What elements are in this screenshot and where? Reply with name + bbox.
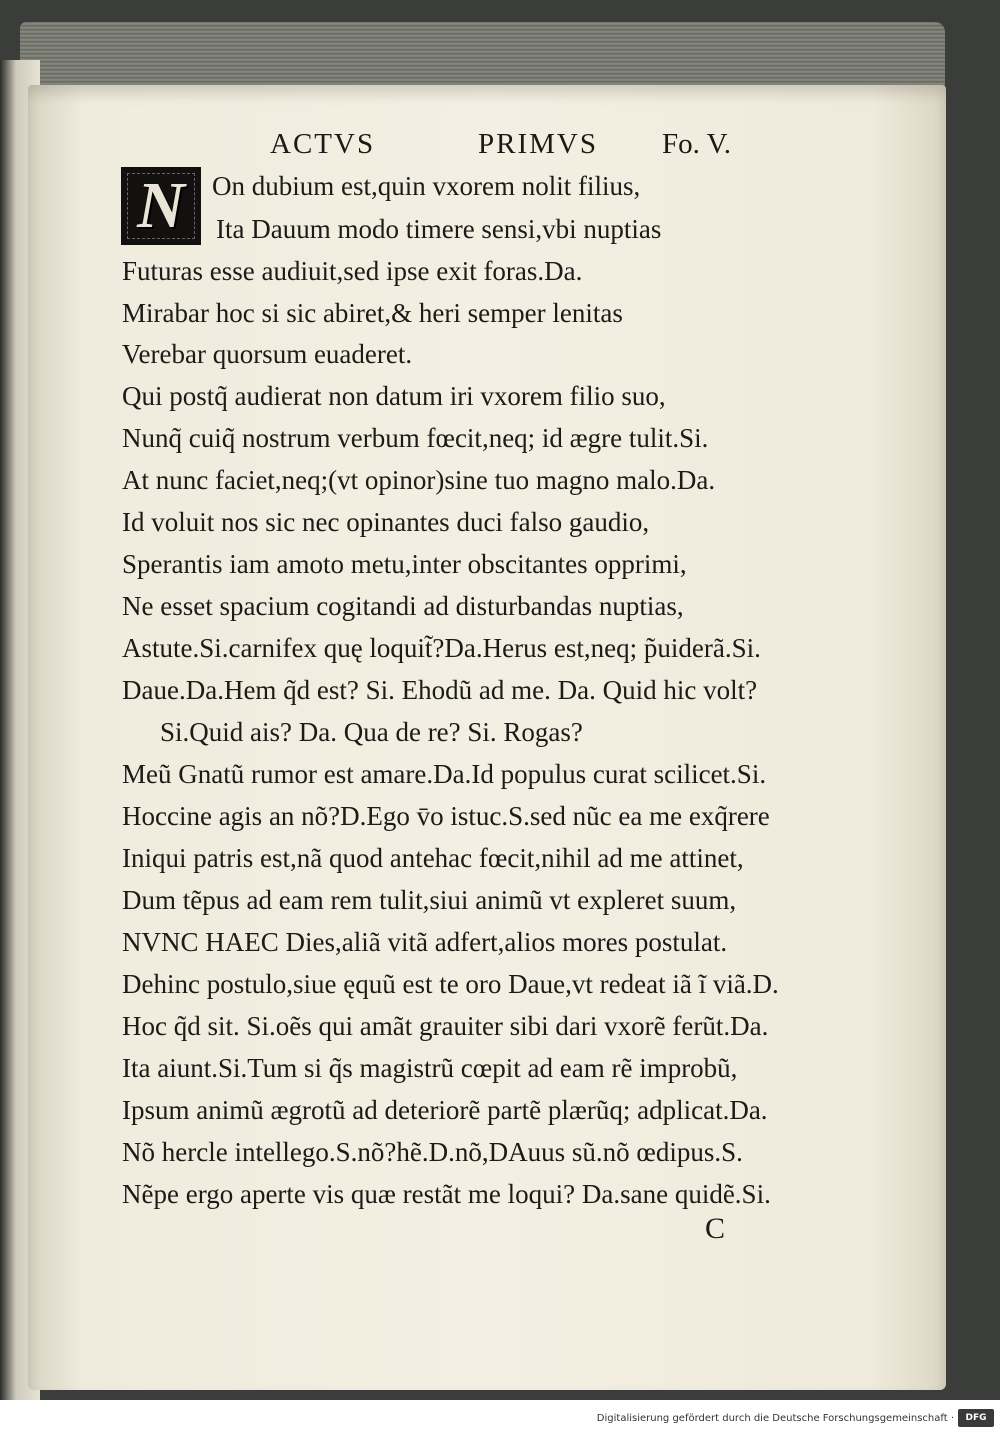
folio-number: Fo. V. (662, 128, 732, 160)
digitization-footer (0, 1400, 1000, 1445)
text-line: Ita aiunt.Si.Tum si q̃s magistrũ cœpit ad eam rẽ improbũ, (122, 1053, 738, 1083)
signature-mark: C (705, 1212, 726, 1245)
text-line: Nẽpe ergo aperte vis quæ restãt me loqui? Da.sane quidẽ.Si. (122, 1179, 771, 1209)
text-line: Ipsum animũ ægrotũ ad deteriorẽ partẽ plærũq; adplicat.Da. (122, 1095, 768, 1125)
text-line: Iniqui patris est,nã quod antehac fœcit,nihil ad me attinet, (122, 843, 744, 873)
text-line: Hoccine agis an nõ?D.Ego v̄o istuc.S.sed nũc ea me exq̃rere (122, 801, 770, 831)
text-line: Si.Quid ais? Da. Qua de re? Si. Rogas? (160, 717, 583, 747)
text-line: Id voluit nos sic nec opinantes duci falso gaudio, (122, 507, 650, 537)
text-line: Dehinc postulo,siue ęquũ est te oro Daue,vt redeat iã ĩ viã.D. (122, 969, 779, 999)
text-line: At nunc faciet,neq;(vt opinor)sine tuo magno malo.Da. (122, 465, 716, 495)
dfg-logo: DFG (958, 1409, 994, 1427)
running-head-primus: PRIMVS (478, 128, 598, 160)
text-line: Qui postq̃ audierat non datum iri vxorem filio suo, (122, 381, 666, 411)
text-line: Meũ Gnatũ rumor est amare.Da.Id populus curat scilicet.Si. (122, 759, 767, 789)
text-line: Futuras esse audiuit,sed ipse exit foras.Da. (122, 256, 583, 286)
text-line: Ne esset spacium cogitandi ad disturbandas nuptias, (122, 591, 684, 621)
text-line: On dubium est,quin vxorem nolit filius, (212, 171, 641, 201)
text-line: NVNC HAEC Dies,aliã vitã adfert,alios mores postulat. (122, 927, 728, 957)
running-head-act: ACTVS (270, 128, 376, 160)
text-line: Sperantis iam amoto metu,inter obscitantes opprimi, (122, 549, 687, 579)
text-line: Nõ hercle intellego.S.nõ?hẽ.D.nõ,DAuus sũ.nõ œdipus.S. (122, 1137, 743, 1167)
text-line: Dum tẽpus ad eam rem tulit,siui animũ vt expleret suum, (122, 885, 737, 915)
text-line: Astute.Si.carnifex quę loquit̃?Da.Herus est,neq; p̃uiderã.Si. (122, 633, 761, 663)
text-line: Nunq̃ cuiq̃ nostrum verbum fœcit,neq; id ægre tulit.Si. (122, 423, 709, 453)
text-line: Ita Dauum modo timere sensi,vbi nuptias (216, 214, 662, 244)
text-line: Mirabar hoc si sic abiret,& heri semper lenitas (122, 298, 623, 328)
footer-credit: Digitalisierung gefördert durch die Deutsche Forschungsgemeinschaft · (596, 1413, 954, 1424)
text-line: Verebar quorsum euaderet. (122, 339, 413, 369)
text-line: Daue.Da.Hem q̃d est? Si. Ehodũ ad me. Da. Quid hic volt? (122, 675, 758, 705)
text-line: Hoc q̃d sit. Si.oẽs qui amãt grauiter sibi dari vxorẽ ferũt.Da. (122, 1011, 769, 1041)
initial-letter: N (137, 169, 185, 242)
